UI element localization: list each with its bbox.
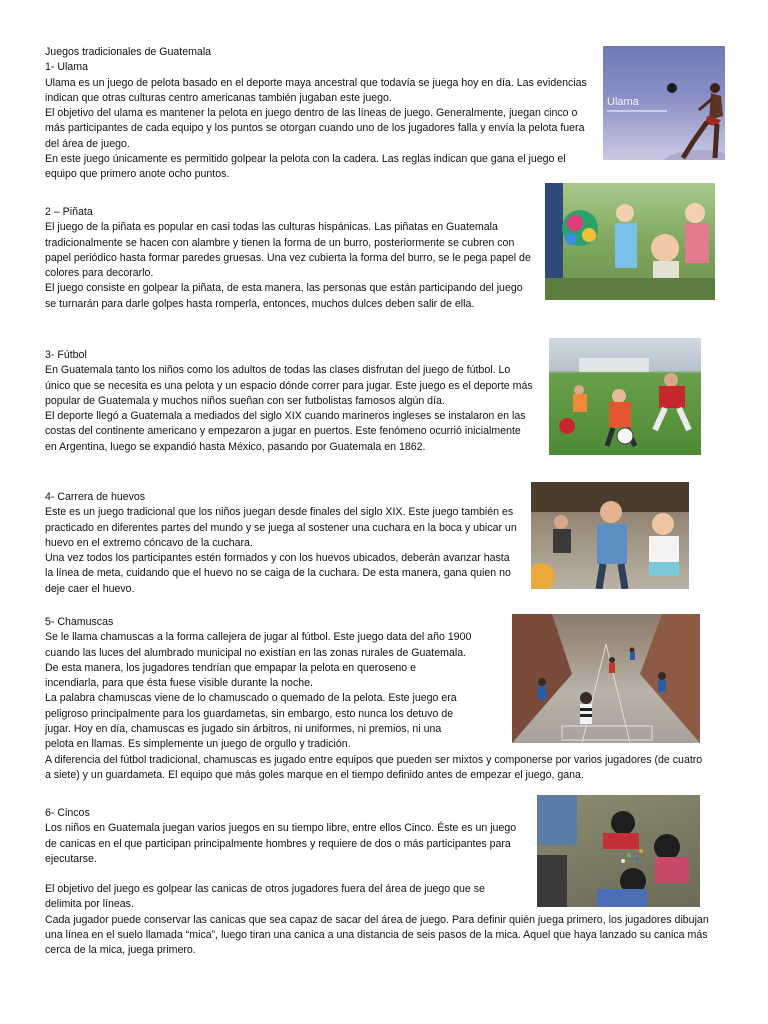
document-title: Juegos tradicionales de Guatemala [45,46,212,58]
section-ulama [45,45,593,183]
paragraph: El objetivo del juego es golpear las canicas de otros jugadores fuera del área de juego que se delimita por líneas. [45,883,485,911]
section-heading: 5- Chamuscas [45,616,114,628]
paragraph: En este juego únicamente es permitido golpear la pelota con la cadera. Las reglas indican que gana el juego el equipo que primero anote ocho puntos. [45,153,566,181]
chamuscas-photo [512,614,700,743]
paragraph: El deporte llegó a Guatemala a mediados del siglo XIX cuando marineros ingleses se instalaron en las costas del continente americano y empezaron a jugar en puertos. Este fenómeno ocurrió inicialmente en Argentina, luego se expandió hasta México, pasando por Guatemala en 1862. [45,410,526,453]
ulama-photo-caption: Ulama [607,96,639,108]
paragraph: El objetivo del ulama es mantener la pelota en juego dentro de las líneas de juego. Generalmente, juegan cinco o más participantes de cada equipo y los puntos se otorgan cuando uno de los jugadores falla y envía la pelota fuera del área de juego. [45,107,585,150]
paragraph: Una vez todos los participantes estén formados y con los huevos ubicados, deberán avanzar hasta la línea de meta, cuidando que el huevo no se caiga de la cuchara. De esta manera, gana quien no deje caer el huevo. [45,552,511,595]
futbol-photo [549,338,701,455]
paragraph: El juego de la piñata es popular en casi todas las culturas hispánicas. Las piñatas en Guatemala tradicionalmente se hacen con alambre y tienen la forma de un burro, posteriormente se cubren con papel periódico hasta formar paredes gruesas. Una vez cubierta la forma del burro, se le pega papel de colores para decorarlo. [45,221,531,280]
paragraph: Cada jugador puede conservar las canicas que sea capaz de sacar del área de juego. Para definir quién juega primero, los jugadores dibujan una línea en el suelo llamada “mica”, luego tiran una canica a una distancia de seis pasos de la mica. Aquel que haya lanzado su canica más cerca de la mica, juega primero. [45,913,709,957]
section-heading: 3- Fútbol [45,349,87,361]
section-pinata [45,205,535,312]
paragraph: A diferencia del fútbol tradicional, chamuscas es jugado entre equipos que pueden ser mixtos y componerse por varios jugadores (de cuatro a siete) y un guardameta. El equipo que más goles marque en el tiempo definido antes de empezar el juego, gana. [45,753,703,781]
cincos-photo [537,795,700,907]
paragraph: Se le llama chamuscas a la forma callejera de jugar al fútbol. Este juego data del año 1900 cuando las luces del alumbrado municipal no existían en las zonas rurales de Guatemala. De esta manera, los jugadores tendrían que empapar la pelota en queroseno e incendiarla, para que ésta fuese visible durante la noche. [45,631,472,690]
section-heading: 6- Cincos [45,807,90,819]
pinata-photo [545,183,715,300]
carrera-huevos-photo [531,482,689,589]
paragraph: El juego consiste en golpear la piñata, de esta manera, las personas que están participando del juego se turnarán para darle golpes hasta romperla, entonces, muchos dulces deben salir de ella. [45,282,523,310]
section-heading: 2 – Piñata [45,206,93,218]
paragraph: La palabra chamuscas viene de lo chamuscado o quemado de la pelota. Este juego era peligroso principalmente para los guardametas, sin embargo, esto nunca los detuvo de jugar. Hoy en día, chamuscas es jugado sin árbitros, ni uniformes, ni premios, ni una pelota en llamas. Es simplemente un juego de orgullo y tradición. [45,692,457,751]
paragraph: Los niños en Guatemala juegan varios juegos en su tiempo libre, entre ellos Cinco. Éste es un juego de canicas en el que participan principalmente hombres y requiere de dos o más participantes para ejecutarse. [45,822,517,865]
section-futbol [45,348,533,455]
paragraph: Este es un juego tradicional que los niños juegan desde finales del siglo XIX. Este juego también es practicado en diferentes partes del mundo y se juega al sostener una cuchara en la boca y ubicar un huevo en el extremo cóncavo de la cuchara. [45,506,517,549]
section-carrera-huevos [45,490,517,597]
paragraph: En Guatemala tanto los niños como los adultos de todas las clases disfrutan del juego de fútbol. Lo único que se necesita es una pelota y un espacio dónde correr para jugar. Este juego es el deporte más popular de Guatemala y muchos niños sueñan con ser futbolistas famosos algún día. [45,364,533,407]
section-heading: 1- Ulama [45,61,88,74]
ulama-photo [603,46,725,160]
paragraph: Ulama es un juego de pelota basado en el deporte maya ancestral que todavía se juega hoy en día. Las evidencias indican que otras culturas centro americanas también jugaban este juego. [45,76,587,104]
section-heading: 4- Carrera de huevos [45,491,146,503]
